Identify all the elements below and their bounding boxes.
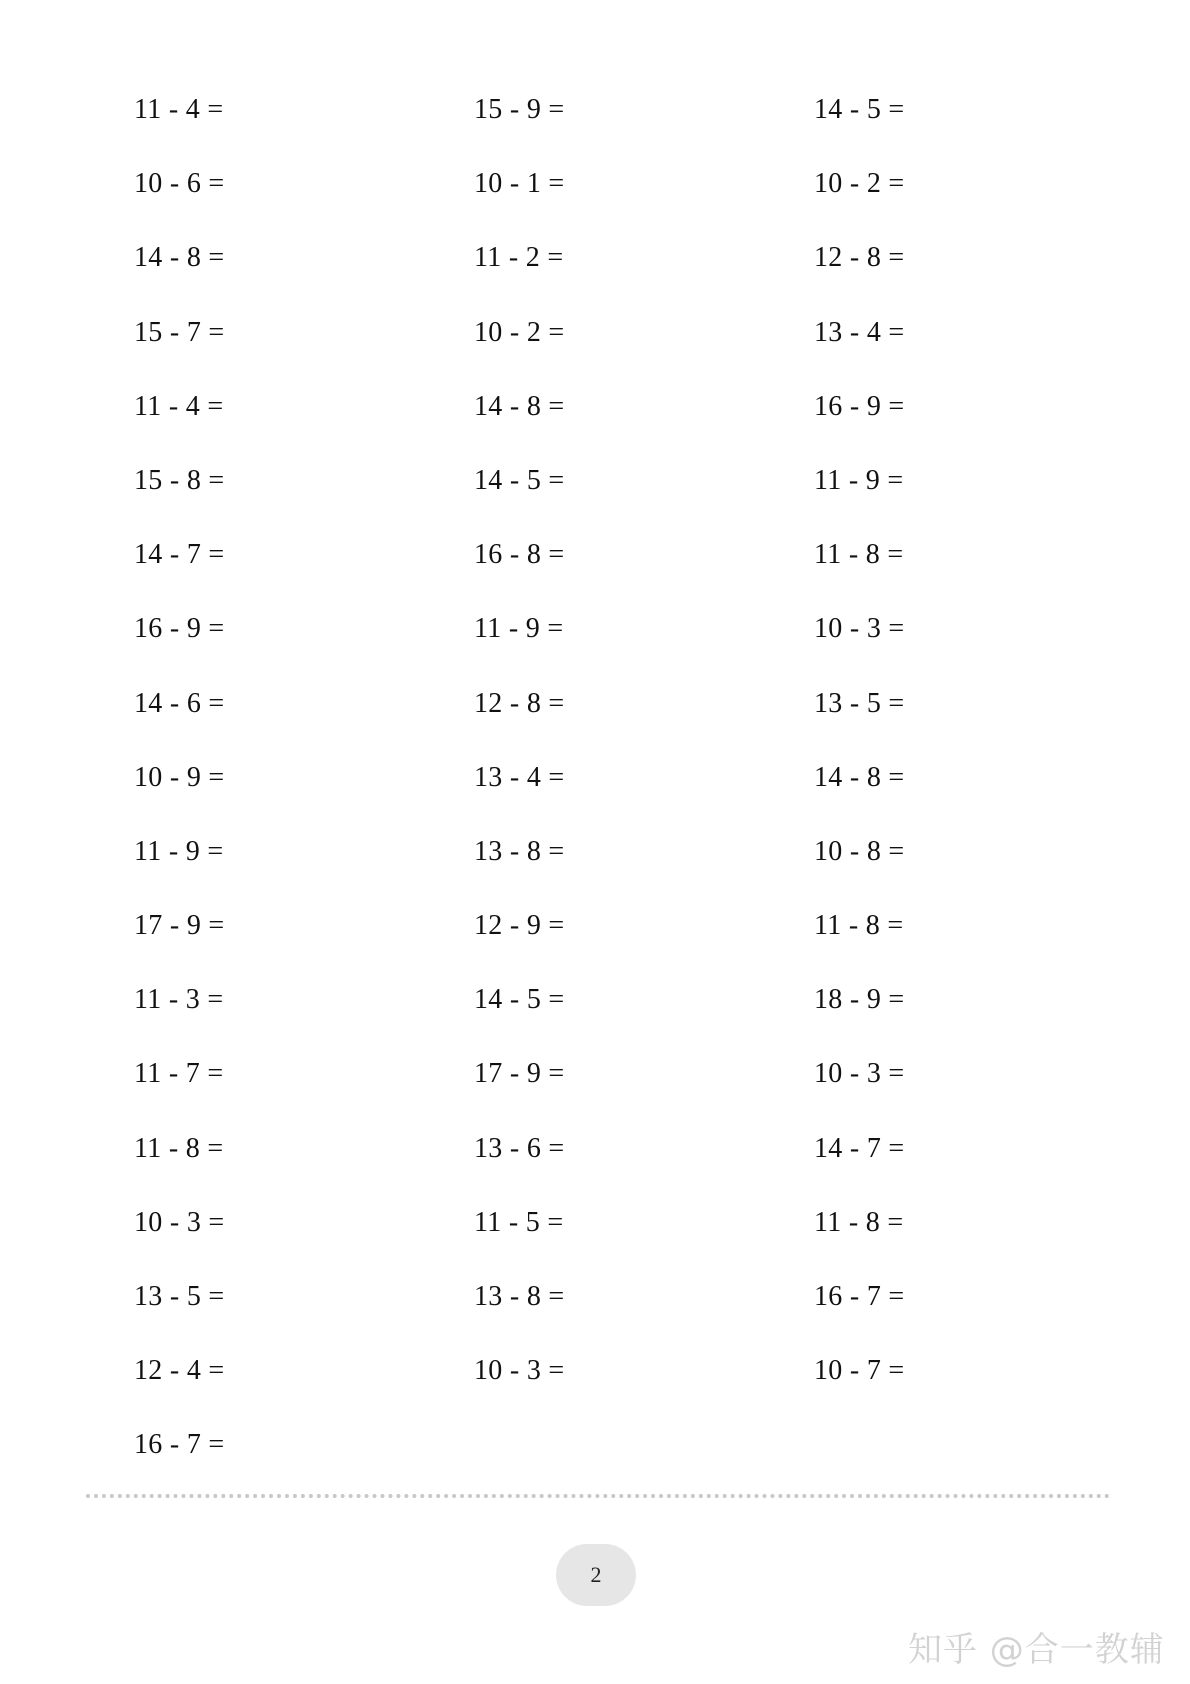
problem-item: 11 - 8 =: [814, 910, 904, 942]
problem-item: 11 - 2 =: [474, 242, 564, 274]
watermark-text: 知乎 @合一教辅: [908, 1630, 1165, 1670]
problem-item: 11 - 8 =: [814, 539, 904, 571]
problem-item: 11 - 7 =: [134, 1058, 224, 1090]
problem-item: 14 - 8 =: [474, 390, 565, 422]
dotted-divider: [86, 1494, 1110, 1498]
problem-item: 10 - 3 =: [474, 1355, 565, 1387]
problem-item: 12 - 8 =: [814, 242, 905, 274]
problem-item: 18 - 9 =: [814, 984, 905, 1016]
problem-item: 13 - 6 =: [474, 1132, 565, 1164]
problem-item: 11 - 8 =: [134, 1132, 224, 1164]
problem-item: 14 - 8 =: [814, 761, 905, 793]
problem-item: 14 - 6 =: [134, 687, 225, 719]
problem-column-2: [474, 95, 774, 1430]
problem-item: 11 - 9 =: [814, 464, 904, 496]
problem-item: 16 - 7 =: [814, 1281, 905, 1312]
problem-item: 16 - 9 =: [134, 613, 225, 645]
problem-item: 10 - 2 =: [814, 168, 905, 200]
problem-column-1: [134, 95, 434, 1505]
problem-item: 14 - 5 =: [814, 94, 905, 125]
problem-item: 12 - 4 =: [134, 1355, 225, 1387]
problem-item: 14 - 5 =: [474, 464, 565, 496]
problem-item: 14 - 7 =: [134, 539, 225, 571]
problem-item: 11 - 8 =: [814, 1206, 904, 1238]
problem-item: 15 - 8 =: [134, 464, 225, 496]
problem-item: 13 - 5 =: [814, 687, 905, 719]
problem-item: 13 - 4 =: [474, 761, 565, 793]
page-number-badge: [556, 1544, 636, 1606]
problem-item: 11 - 4 =: [134, 390, 224, 422]
problem-item: 13 - 8 =: [474, 1281, 565, 1312]
problem-item: 10 - 3 =: [814, 613, 905, 645]
problem-item: 13 - 5 =: [134, 1281, 225, 1312]
problem-item: 11 - 4 =: [134, 94, 224, 125]
problem-item: 17 - 9 =: [134, 910, 225, 942]
problem-item: 10 - 7 =: [814, 1355, 905, 1387]
problem-item: 11 - 9 =: [474, 613, 564, 645]
problem-item: 13 - 4 =: [814, 316, 905, 348]
problem-item: 10 - 3 =: [814, 1058, 905, 1090]
page-number: 2: [590, 1562, 602, 1587]
problem-item: 14 - 5 =: [474, 984, 565, 1016]
problem-item: 16 - 8 =: [474, 539, 565, 571]
problem-item: 17 - 9 =: [474, 1058, 565, 1090]
problem-item: 11 - 5 =: [474, 1206, 564, 1238]
problem-item: 15 - 9 =: [474, 94, 565, 125]
problem-item: 10 - 8 =: [814, 835, 905, 867]
problem-item: 10 - 6 =: [134, 168, 225, 200]
problem-column-3: [814, 95, 1114, 1430]
problem-item: 12 - 9 =: [474, 910, 565, 942]
problem-item: 10 - 2 =: [474, 316, 565, 348]
problem-item: 16 - 7 =: [134, 1429, 225, 1461]
problem-item: 13 - 8 =: [474, 835, 565, 867]
problem-item: 15 - 7 =: [134, 316, 225, 348]
problem-item: 14 - 7 =: [814, 1132, 905, 1164]
problem-item: 10 - 1 =: [474, 168, 565, 200]
problem-item: 11 - 3 =: [134, 984, 224, 1016]
problem-item: 10 - 3 =: [134, 1206, 225, 1238]
problem-item: 14 - 8 =: [134, 242, 225, 274]
problem-item: 12 - 8 =: [474, 687, 565, 719]
problem-item: 11 - 9 =: [134, 835, 224, 867]
problem-item: 10 - 9 =: [134, 761, 225, 793]
problem-item: 16 - 9 =: [814, 390, 905, 422]
